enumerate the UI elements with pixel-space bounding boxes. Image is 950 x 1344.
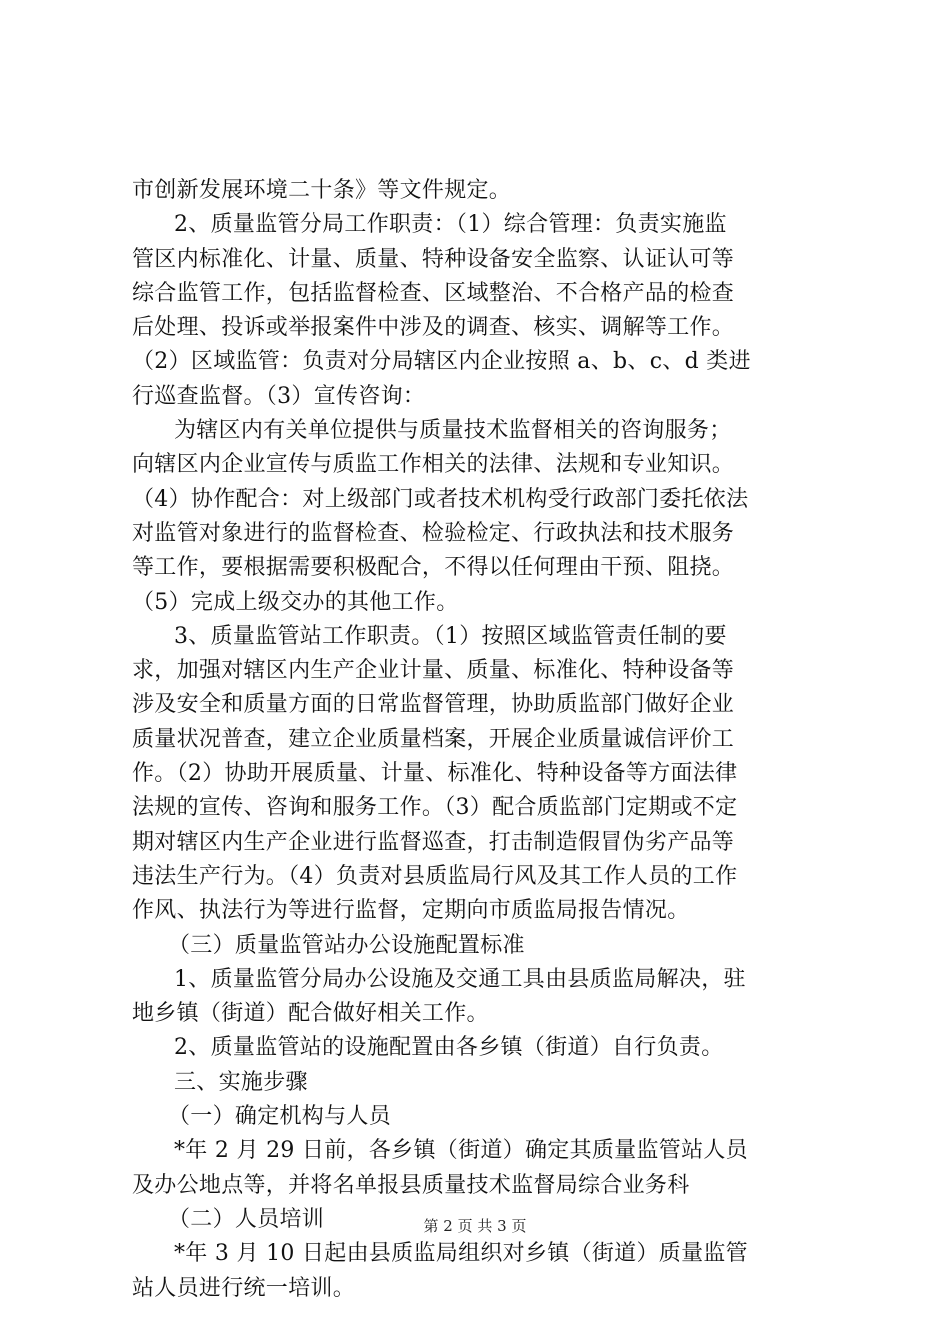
text-line: 2、质量监管站的设施配置由各乡镇（街道）自行负责。 bbox=[174, 1035, 724, 1061]
text-line: 2、质量监管分局工作职责：（1）综合管理：负责实施监 bbox=[174, 212, 727, 238]
text-line: 地乡镇（街道）配合做好相关工作。 bbox=[132, 1001, 489, 1027]
text-line: 求，加强对辖区内生产企业计量、质量、标准化、特种设备等 bbox=[132, 658, 735, 684]
text-line: 3、质量监管站工作职责。（1）按照区域监管责任制的要 bbox=[174, 623, 727, 649]
text-line: （2）区域监管：负责对分局辖区内企业按照 a、b、c、d 类进 bbox=[132, 349, 751, 375]
page-footer: 第 2 页 共 3 页 bbox=[423, 1217, 527, 1235]
text-line: 市创新发展环境二十条》等文件规定。 bbox=[132, 178, 512, 203]
text-line: （4）协作配合：对上级部门或者技术机构受行政部门委托依法 bbox=[132, 486, 749, 512]
text-line: 法规的宣传、咨询和服务工作。（3）配合质监部门定期或不定 bbox=[132, 795, 738, 821]
text-line: （一）确定机构与人员 bbox=[168, 1104, 392, 1130]
text-line: 对监管对象进行的监督检查、检验检定、行政执法和技术服务 bbox=[132, 520, 735, 546]
text-line: 站人员进行统一培训。 bbox=[132, 1275, 356, 1301]
text-line: 作风、执法行为等进行监督，定期向市质监局报告情况。 bbox=[132, 898, 690, 924]
text-line: 为辖区内有关单位提供与质量技术监督相关的咨询服务； bbox=[174, 418, 732, 444]
text-line: 等工作，要根据需要积极配合，不得以任何理由干预、阻挠。 bbox=[132, 555, 735, 581]
text-line: *年 3 月 10 日起由县质监局组织对乡镇（街道）质量监管 bbox=[174, 1241, 748, 1267]
text-line: （5）完成上级交办的其他工作。 bbox=[132, 589, 459, 615]
text-line: （二）人员培训 bbox=[168, 1206, 325, 1232]
text-line: 综合监管工作，包括监督检查、区域整治、不合格产品的检查 bbox=[132, 280, 735, 306]
text-line: 三、实施步骤 bbox=[174, 1069, 308, 1095]
text-line: 期对辖区内生产企业进行监督巡查，打击制造假冒伪劣产品等 bbox=[132, 829, 735, 855]
text-line: 违法生产行为。（4）负责对县质监局行风及其工作人员的工作 bbox=[132, 863, 738, 889]
text-line: 作。（2）协助开展质量、计量、标准化、特种设备等方面法律 bbox=[132, 761, 738, 787]
text-line: 后处理、投诉或举报案件中涉及的调查、核实、调解等工作。 bbox=[132, 315, 735, 341]
document-body bbox=[132, 174, 832, 1306]
text-line: 质量状况普查，建立企业质量档案，开展企业质量诚信评价工 bbox=[132, 726, 735, 752]
text-line: *年 2 月 29 日前，各乡镇（街道）确定其质量监管站人员 bbox=[174, 1138, 748, 1164]
text-line: （三）质量监管站办公设施配置标准 bbox=[168, 932, 525, 958]
text-line: 行巡查监督。（3）宣传咨询： bbox=[132, 383, 426, 409]
text-line: 及办公地点等，并将名单报县质量技术监督局综合业务科 bbox=[132, 1172, 690, 1198]
text-line: 向辖区内企业宣传与质监工作相关的法律、法规和专业知识。 bbox=[132, 452, 735, 478]
text-line: 1、质量监管分局办公设施及交通工具由县质监局解决，驻 bbox=[174, 966, 746, 992]
text-line: 涉及安全和质量方面的日常监督管理，协助质监部门做好企业 bbox=[132, 692, 735, 718]
text-line: 管区内标准化、计量、质量、特种设备安全监察、认证认可等 bbox=[132, 246, 735, 272]
